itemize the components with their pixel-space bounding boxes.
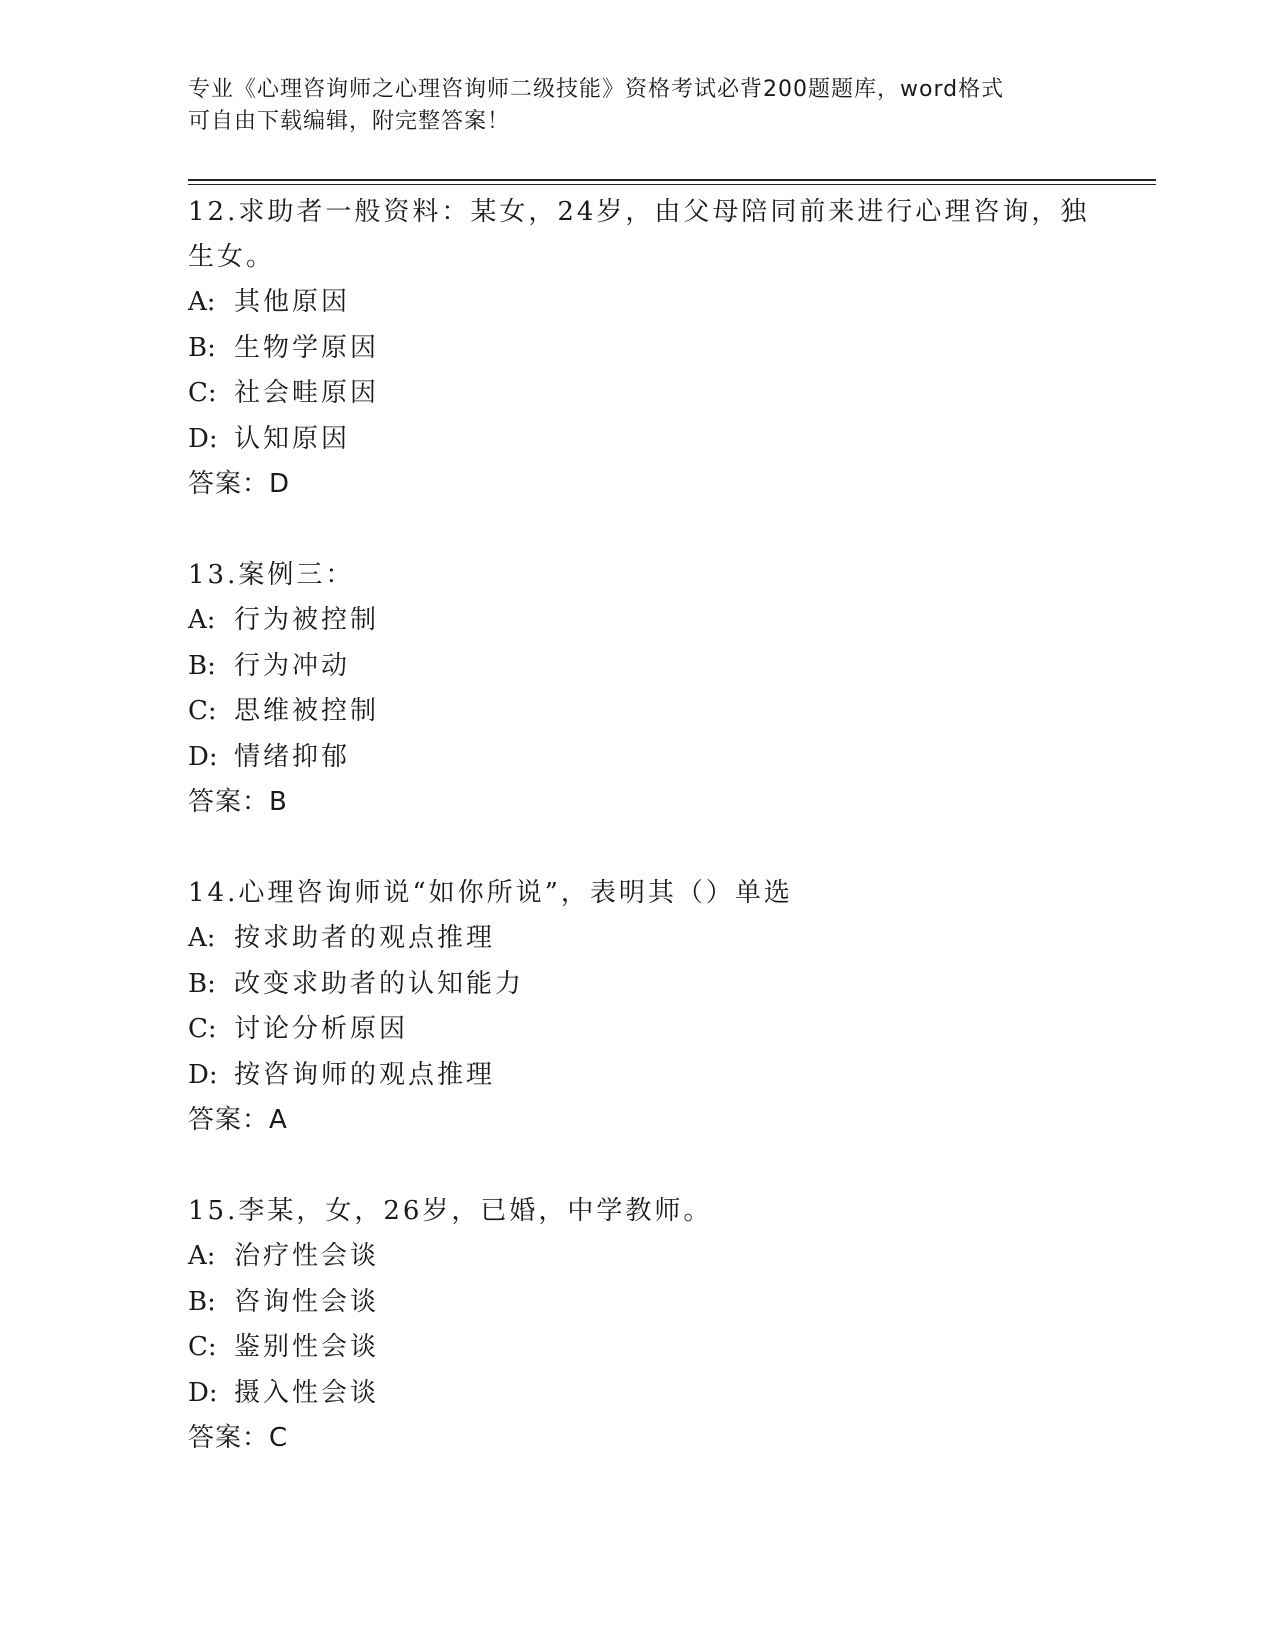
option-b	[188, 962, 1108, 1008]
option-d	[188, 1371, 1108, 1417]
option-letter: C:	[188, 378, 217, 408]
option-letter: A:	[188, 1241, 216, 1271]
option-letter: C:	[188, 1332, 217, 1362]
question-text: 13.案例三：	[188, 560, 355, 590]
option-b	[188, 326, 1108, 372]
header-line-2: 可自由下载编辑，附完整答案！	[188, 109, 511, 134]
option-text: 按求助者的观点推理	[234, 923, 496, 953]
question-list	[188, 190, 1108, 1507]
option-d	[188, 735, 1108, 781]
question-12	[188, 190, 1108, 507]
option-a	[188, 598, 1108, 644]
option-letter: C:	[188, 1014, 217, 1044]
question-14	[188, 871, 1108, 1143]
answer-line: 答案：C	[188, 1423, 289, 1453]
header-rule-thin	[188, 184, 1156, 185]
option-letter: B:	[188, 332, 216, 363]
question-15	[188, 1189, 1108, 1461]
option-d	[188, 417, 1108, 463]
option-text: 鉴别性会谈	[234, 1332, 380, 1362]
option-letter: B:	[188, 650, 216, 681]
option-letter: A:	[188, 605, 216, 635]
option-b	[188, 1280, 1108, 1326]
option-c	[188, 1007, 1108, 1053]
option-text: 情绪抑郁	[234, 741, 351, 772]
answer-line: 答案：B	[188, 787, 288, 817]
option-letter: D:	[188, 741, 218, 772]
answer-line: 答案：A	[188, 1105, 288, 1135]
question-text: 14.心理咨询师说“如你所说”，表明其（）单选	[188, 878, 793, 908]
option-letter: A:	[188, 287, 216, 317]
question-text: 15.李某，女，26岁，已婚，中学教师。	[188, 1196, 713, 1226]
option-a	[188, 916, 1108, 962]
option-text: 改变求助者的认知能力	[234, 968, 525, 999]
option-c	[188, 371, 1108, 417]
option-letter: D:	[188, 1377, 218, 1408]
option-text: 生物学原因	[234, 332, 380, 363]
option-text: 按咨询师的观点推理	[234, 1059, 496, 1090]
option-letter: A:	[188, 923, 216, 953]
header-line-1: 专业《心理咨询师之心理咨询师二级技能》资格考试必背200题题库，word格式	[188, 77, 1005, 102]
option-letter: C:	[188, 696, 217, 726]
option-letter: D:	[188, 1059, 218, 1090]
option-text: 摄入性会谈	[234, 1377, 380, 1408]
option-text: 行为冲动	[234, 650, 351, 681]
option-letter: D:	[188, 423, 218, 454]
option-d	[188, 1053, 1108, 1099]
option-text: 思维被控制	[234, 696, 380, 726]
option-b	[188, 644, 1108, 690]
option-text: 咨询性会谈	[234, 1286, 380, 1317]
option-text: 治疗性会谈	[234, 1241, 380, 1271]
option-c	[188, 689, 1108, 735]
option-letter: B:	[188, 1286, 216, 1317]
document-header	[188, 74, 1088, 138]
option-c	[188, 1325, 1108, 1371]
answer-line: 答案：D	[188, 469, 291, 499]
header-rule-thick	[188, 179, 1156, 181]
question-text: 12.求助者一般资料：某女，24岁，由父母陪同前来进行心理咨询，独生女。	[188, 197, 1090, 272]
option-a	[188, 280, 1108, 326]
option-a	[188, 1234, 1108, 1280]
option-text: 行为被控制	[234, 605, 380, 635]
option-text: 其他原因	[234, 287, 351, 317]
option-text: 讨论分析原因	[234, 1014, 409, 1044]
option-letter: B:	[188, 968, 216, 999]
question-13	[188, 553, 1108, 825]
option-text: 社会畦原因	[234, 378, 380, 408]
option-text: 认知原因	[234, 423, 351, 454]
